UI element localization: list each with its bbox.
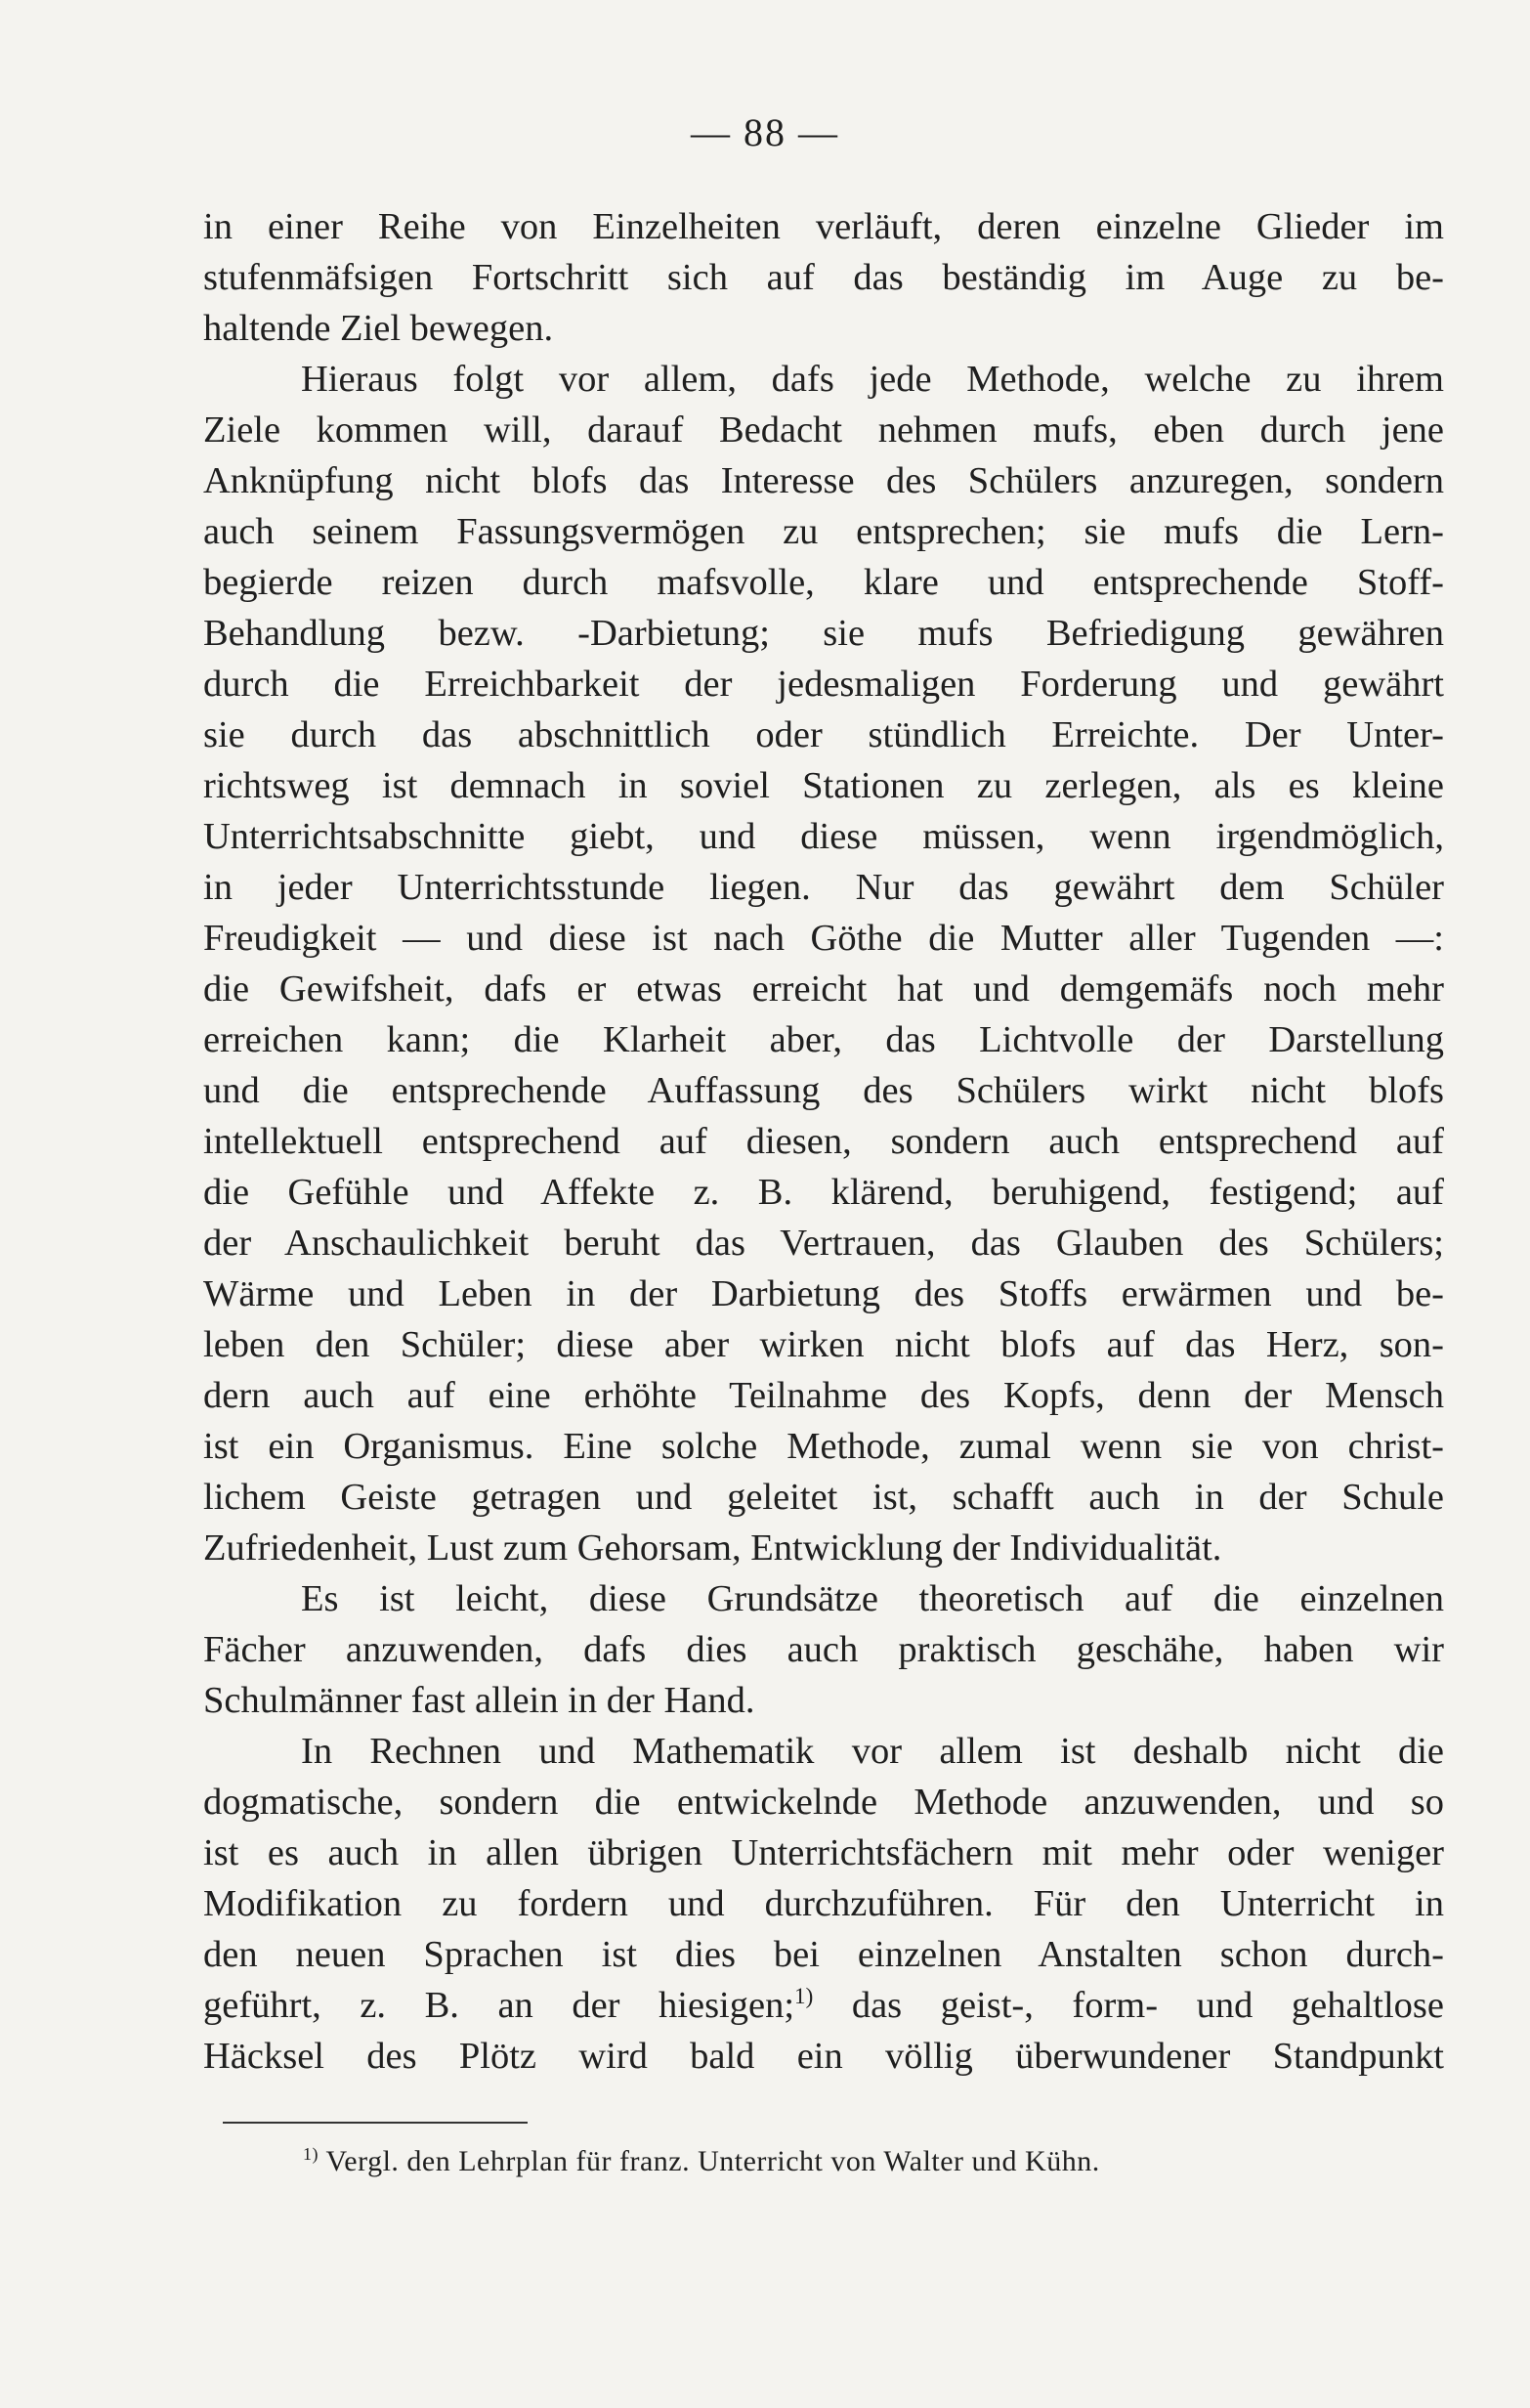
text-line: richtsweg ist demnach in soviel Stationen zu zerlegen, als es kleine [203, 765, 1444, 806]
text-segment: das geist-, form- und gehaltlose [813, 1985, 1444, 2026]
text-line: haltende Ziel bewegen. [203, 308, 554, 349]
text-line: dogmatische, sondern die entwickelnde Methode anzuwenden, und so [203, 1782, 1444, 1823]
footnote-ref: 1) [794, 1983, 814, 2009]
text-segment: geführt, z. B. an der hiesigen; [203, 1985, 795, 2026]
text-line: Freudigkeit — und diese ist nach Göthe die Mutter aller Tugenden —: [203, 918, 1444, 959]
text-line: Behandlung bezw. -Darbietung; sie mufs Befriedigung gewähren [203, 613, 1444, 654]
text-line: auch seinem Fassungsvermögen zu entsprechen; sie mufs die Lern- [203, 511, 1444, 552]
text-line: durch die Erreichbarkeit der jedesmaligen Forderung und gewährt [203, 664, 1444, 705]
text-line: die Gewifsheit, dafs er etwas erreicht hat und demgemäfs noch mehr [203, 968, 1444, 1010]
text-line: stufenmäfsigen Fortschritt sich auf das beständig im Auge zu be- [203, 257, 1444, 298]
footnote-text: Vergl. den Lehrplan für franz. Unterricht von Walter und Kühn. [325, 2145, 1100, 2177]
text-line: Schulmänner fast allein in der Hand. [203, 1680, 755, 1721]
text-line: ist es auch in allen übrigen Unterrichtsfächern mit mehr oder weniger [203, 1832, 1444, 1873]
page-number: — 88 — [691, 110, 839, 154]
text-line: intellektuell entsprechend auf diesen, sondern auch entsprechend auf [203, 1121, 1444, 1162]
text-line: begierde reizen durch mafsvolle, klare und entsprechende Stoff- [203, 562, 1444, 603]
text-line: den neuen Sprachen ist dies bei einzelnen Anstalten schon durch- [203, 1934, 1444, 1975]
text-line: die Gefühle und Affekte z. B. klärend, beruhigend, festigend; auf [203, 1172, 1444, 1213]
text-line: ist ein Organismus. Eine solche Methode, zumal wenn sie von christ- [203, 1426, 1444, 1467]
text-line: Zufriedenheit, Lust zum Gehorsam, Entwicklung der Individualität. [203, 1527, 1222, 1569]
text-line: Hieraus folgt vor allem, dafs jede Methode, welche zu ihrem [301, 359, 1444, 400]
text-line: der Anschaulichkeit beruht das Vertrauen, das Glauben des Schülers; [203, 1223, 1444, 1264]
text-line: Unterrichtsabschnitte giebt, und diese müssen, wenn irgendmöglich, [203, 816, 1444, 857]
footnote-marker: 1) [303, 2144, 319, 2165]
text-line: dern auch auf eine erhöhte Teilnahme des Kopfs, denn der Mensch [203, 1375, 1444, 1416]
text-line: in einer Reihe von Einzelheiten verläuft, deren einzelne Glieder im [203, 206, 1444, 247]
text-line: Modifikation zu fordern und durchzuführen. Für den Unterricht in [203, 1883, 1444, 1924]
text-line: In Rechnen und Mathematik vor allem ist deshalb nicht die [301, 1731, 1444, 1772]
text-line: Anknüpfung nicht blofs das Interesse des Schülers anzuregen, sondern [203, 460, 1444, 501]
text-line: in jeder Unterrichtsstunde liegen. Nur das gewährt dem Schüler [203, 867, 1444, 908]
text-line: Wärme und Leben in der Darbietung des Stoffs erwärmen und be- [203, 1273, 1444, 1314]
text-line: lichem Geiste getragen und geleitet ist, schafft auch in der Schule [203, 1477, 1444, 1518]
text-line: Ziele kommen will, darauf Bedacht nehmen mufs, eben durch jene [203, 409, 1444, 451]
text-line: leben den Schüler; diese aber wirken nicht blofs auf das Herz, son- [203, 1324, 1444, 1365]
text-line: erreichen kann; die Klarheit aber, das Lichtvolle der Darstellung [203, 1019, 1444, 1060]
body-text [203, 201, 1444, 2082]
text-line-with-footnote-ref [203, 1980, 1444, 2031]
text-line: Häcksel des Plötz wird bald ein völlig überwundener Standpunkt [203, 2036, 1444, 2077]
text-line: sie durch das abschnittlich oder stündlich Erreichte. Der Unter- [203, 714, 1444, 755]
text-line: und die entsprechende Auffassung des Schülers wirkt nicht blofs [203, 1070, 1444, 1111]
text-line: Fächer anzuwenden, dafs dies auch praktisch geschähe, haben wir [203, 1629, 1444, 1670]
text-line: Es ist leicht, diese Grundsätze theoretisch auf die einzelnen [301, 1578, 1444, 1619]
footnote [303, 2142, 1100, 2181]
footnote-divider [223, 2122, 528, 2124]
